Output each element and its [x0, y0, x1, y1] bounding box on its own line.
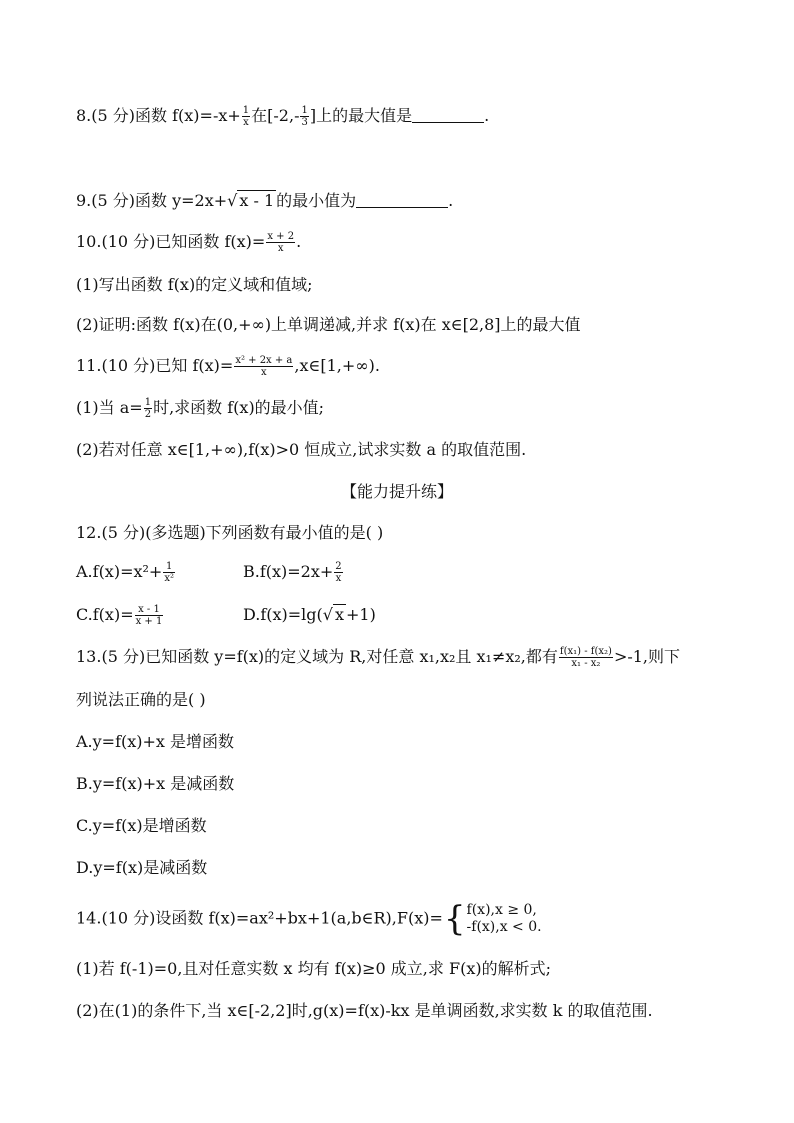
q10-part2: (2)证明:函数 f(x)在(0,+∞)上单调递减,并求 f(x)在 x∈[2,8]上的最大值: [76, 315, 581, 334]
q9-text-a: 9.(5 分)函数 y=2x+: [76, 191, 228, 210]
q12-option-b[interactable]: B.f(x)=2x+ $\frac{2}{x}$: [243, 561, 342, 584]
q13-option-b[interactable]: B.y=f(x)+x 是减函数: [76, 774, 235, 793]
q9-line: 9.(5 分)函数 y=2x+√ x - 1 的最小值为 .: [76, 191, 454, 210]
q11-part1: (1)当 a= $\frac{1}{2}$ 时,求函数 f(x)的最小值;: [76, 397, 325, 420]
q8-fraction-2: $\frac{1}{3}$: [301, 105, 308, 128]
q13-option-d[interactable]: D.y=f(x)是减函数: [76, 858, 208, 877]
q13-stem-line2: 列说法正确的是( ): [76, 690, 206, 709]
q9-sqrt: x - 1: [239, 191, 275, 210]
q14-stem: 14.(10 分)设函数 f(x)=ax²+bx+1(a,b∈R),F(x)={ f(x),x ≥ 0, -f(x),x < 0.: [76, 899, 542, 939]
q13-fraction: $\frac{\text{f(x₁) - f(x₂)}}{\text{x₁ - x₂}}$: [559, 646, 612, 669]
q12-option-d[interactable]: D.f(x)=lg(√ x +1): [243, 605, 376, 624]
q8-answer-blank[interactable]: [412, 106, 484, 123]
q14-piecewise: f(x),x ≥ 0, -f(x),x < 0.: [466, 902, 542, 935]
q11-stem: 11.(10 分)已知 f(x)= $\frac{\text{x² + 2x + a}}{x}$ ,x∈[1,+∞).: [76, 355, 380, 378]
q12-option-a[interactable]: A.f(x)=x²+ $\frac{1}{\text{x²}}$: [76, 561, 174, 584]
q8-fraction-1: $\frac{1}{x}$: [242, 105, 250, 128]
q13-option-c[interactable]: C.y=f(x)是增函数: [76, 816, 207, 835]
q10-part1: (1)写出函数 f(x)的定义域和值域;: [76, 275, 313, 294]
q8-text-a: 8.(5 分)函数 f(x)=-x+: [76, 106, 241, 125]
q12-stem: 12.(5 分)(多选题)下列函数有最小值的是( ): [76, 523, 384, 542]
q8-text-b: 在[-2,-: [251, 106, 300, 125]
q11-part1-fraction: $\frac{1}{2}$: [144, 397, 152, 420]
q12-option-c[interactable]: C.f(x)= $\frac{x - 1}{x + 1}$: [76, 604, 163, 627]
q11-fraction: $\frac{\text{x² + 2x + a}}{x}$: [235, 355, 293, 378]
q13-option-a[interactable]: A.y=f(x)+x 是增函数: [76, 732, 235, 751]
q11-part2: (2)若对任意 x∈[1,+∞),f(x)>0 恒成立,试求实数 a 的取值范围.: [76, 440, 527, 459]
q14-part1: (1)若 f(-1)=0,且对任意实数 x 均有 f(x)≥0 成立,求 F(x)的解析式;: [76, 959, 551, 978]
section-heading: 【能力提升练】: [340, 482, 453, 501]
q8-text-c: ]上的最大值是: [309, 106, 413, 125]
q13-stem: 13.(5 分)已知函数 y=f(x)的定义域为 R,对任意 x₁,x₂且 x₁≠x₂,都有 $\frac{\text{f(x₁) - f(x₂)}}{\text{x₁ - x₂}}$ >-1,则下: [76, 646, 681, 669]
q10-stem: 10.(10 分)已知函数 f(x)= $\frac{x + 2}{x}$ .: [76, 231, 302, 254]
q9-answer-blank[interactable]: [356, 191, 448, 208]
q9-text-b: 的最小值为: [276, 191, 357, 210]
q8-line: 8.(5 分)函数 f(x)=-x+ $\frac{1}{x}$ 在[-2,- $\frac{1}{3}$ ]上的最大值是 .: [76, 105, 490, 128]
q10-fraction: $\frac{x + 2}{x}$: [267, 231, 295, 254]
q14-brace: {: [443, 899, 466, 939]
q14-part2: (2)在(1)的条件下,当 x∈[-2,2]时,g(x)=f(x)-kx 是单调函数,求实数 k 的取值范围.: [76, 1001, 653, 1020]
